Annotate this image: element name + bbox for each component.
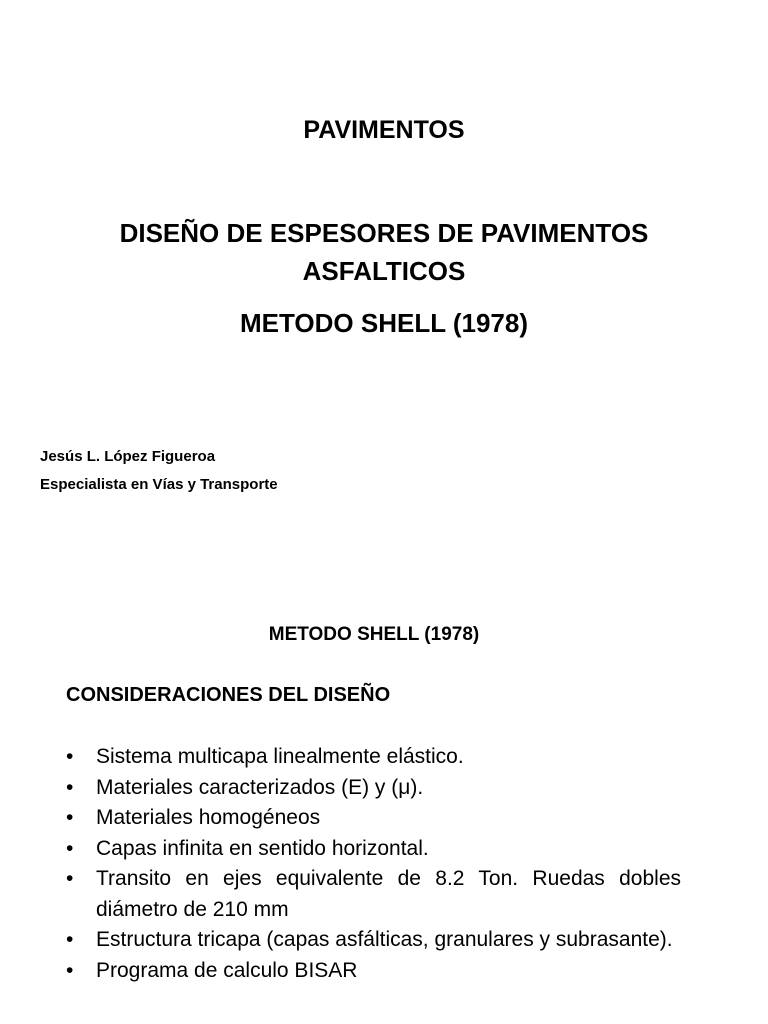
section-title: METODO SHELL (1978) <box>268 624 480 645</box>
list-item-text: Capas infinita en sentido horizontal. <box>96 836 429 860</box>
list-item-text: Estructura tricapa (capas asfálticas, granulares y subrasante). <box>96 928 673 951</box>
bullet-icon: • <box>66 836 74 860</box>
list-item-text: Materiales homogéneos <box>96 806 321 829</box>
list-item-text: Transito en ejes equivalente de 8.2 Ton. Ruedas dobles diámetro de 210 mm <box>96 867 681 921</box>
list-item <box>66 864 681 925</box>
author-role: Especialista en Vías y Transporte <box>40 476 278 493</box>
bullet-icon: • <box>66 958 74 982</box>
bullet-icon: • <box>66 928 74 951</box>
list-item <box>66 773 681 804</box>
bullet-icon: • <box>66 806 74 829</box>
list-item-text: Sistema multicapa linealmente elástico. <box>96 745 464 768</box>
bullet-icon: • <box>66 745 74 768</box>
bullet-icon: • <box>66 775 74 799</box>
list-item <box>66 742 681 773</box>
bullet-icon: • <box>66 867 74 890</box>
list-item <box>66 925 681 956</box>
list-item <box>66 956 681 987</box>
author-name: Jesús L. López Figueroa <box>40 448 216 465</box>
method-title: METODO SHELL (1978) <box>240 308 528 338</box>
list-item <box>66 803 681 834</box>
considerations-list <box>66 742 681 986</box>
list-item-text: Programa de calculo BISAR <box>96 958 358 982</box>
list-item-text: Materiales caracterizados (E) y (μ). <box>96 775 424 799</box>
author-block <box>40 443 278 499</box>
list-item <box>66 834 681 865</box>
section-heading: CONSIDERACIONES DEL DISEÑO <box>66 684 391 706</box>
slide-title: PAVIMENTOS <box>303 116 465 144</box>
slide-subtitle: DISEÑO DE ESPESORES DE PAVIMENTOS ASFALTICOS <box>119 218 649 286</box>
